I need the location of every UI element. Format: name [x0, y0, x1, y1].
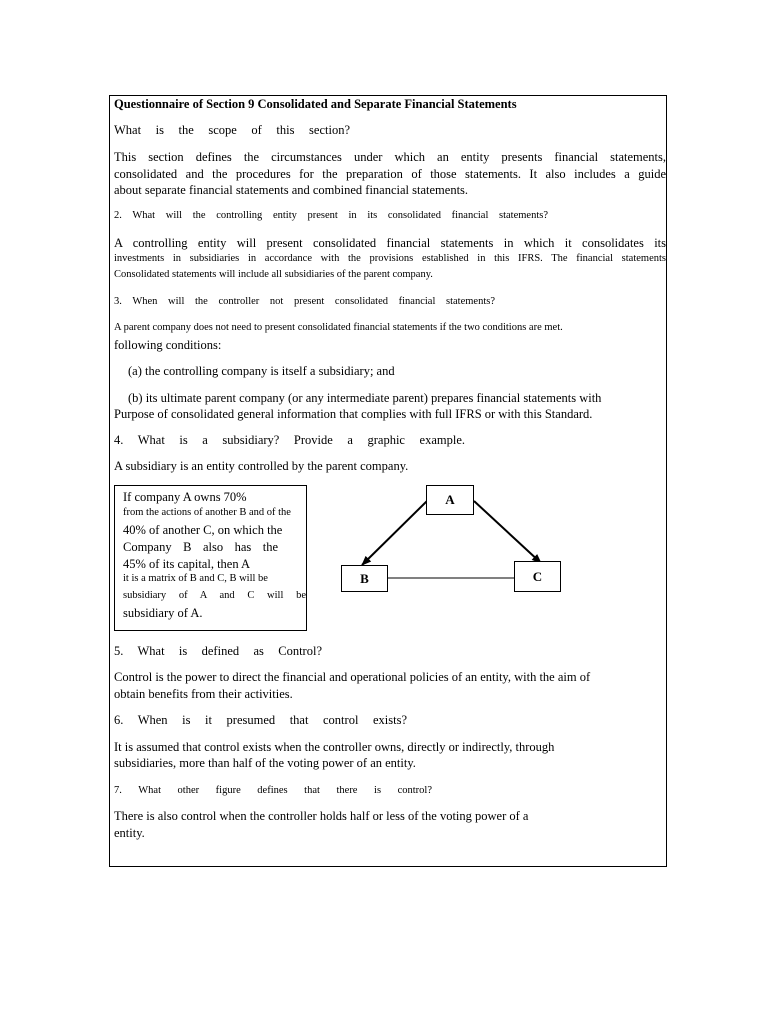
arrow-a-to-c [474, 501, 541, 563]
answer-7-line-2: entity. [114, 826, 145, 840]
answer-1-line-1: This section defines the circumstances under which an entity presents financial statements, [114, 150, 666, 164]
example-line-2: from the actions of another B and of the [123, 507, 291, 518]
answer-2-line-3: Consolidated statements will include all subsidiaries of the parent company. [114, 269, 433, 280]
node-b: B [341, 565, 388, 592]
example-line-8: subsidiary of A. [123, 606, 203, 620]
answer-2-line-2: investments in subsidiaries in accordance with the provisions established in this IFRS. The financial statements [114, 253, 666, 264]
example-line-1: If company A owns 70% [123, 490, 247, 504]
answer-6-line-1: It is assumed that control exists when the controller owns, directly or indirectly, through [114, 740, 555, 754]
answer-5-line-1: Control is the power to direct the financial and operational policies of an entity, with the aim of [114, 670, 591, 684]
example-line-7: subsidiary of A and C will be [123, 590, 306, 601]
example-line-3: 40% of another C, on which the [123, 523, 283, 537]
arrow-a-to-b [362, 501, 427, 565]
condition-b-line-2: Purpose of consolidated general information that complies with full IFRS or with this Standard. [114, 407, 593, 421]
example-line-5: 45% of its capital, then A [123, 557, 251, 571]
answer-2-line-1: A controlling entity will present consolidated financial statements in which it consolidates its [114, 236, 666, 250]
question-6: 6. When is it presumed that control exists? [114, 713, 407, 727]
answer-3-line-1: A parent company does not need to present consolidated financial statements if the two conditions are met. [114, 322, 563, 333]
answer-5-line-2: obtain benefits from their activities. [114, 687, 293, 701]
condition-a: (a) the controlling company is itself a subsidiary; and [128, 364, 395, 378]
answer-3-line-2: following conditions: [114, 338, 222, 352]
question-2: 2. What will the controlling entity present in its consolidated financial statements? [114, 210, 548, 221]
question-1: What is the scope of this section? [114, 123, 350, 137]
answer-6-line-2: subsidiaries, more than half of the voting power of an entity. [114, 756, 416, 770]
question-3: 3. When will the controller not present consolidated financial statements? [114, 296, 495, 307]
question-4: 4. What is a subsidiary? Provide a graphic example. [114, 433, 465, 447]
node-a: A [426, 485, 474, 515]
question-7: 7. What other figure defines that there is control? [114, 785, 432, 796]
question-5: 5. What is defined as Control? [114, 644, 322, 658]
node-c: C [514, 561, 561, 592]
answer-1-line-3: about separate financial statements and combined financial statements. [114, 183, 469, 197]
condition-b-line-1: (b) its ultimate parent company (or any intermediate parent) prepares financial statements with [128, 391, 602, 405]
answer-7-line-1: There is also control when the controller holds half or less of the voting power of a [114, 809, 529, 823]
answer-1-line-2: consolidated and the procedures for the preparation of those statements. It also includes a guide [114, 167, 666, 181]
answer-4: A subsidiary is an entity controlled by the parent company. [114, 459, 409, 473]
document-title: Questionnaire of Section 9 Consolidated and Separate Financial Statements [114, 97, 517, 111]
example-line-4: Company B also has the [123, 540, 278, 554]
example-line-6: it is a matrix of B and C, B will be [123, 573, 268, 584]
